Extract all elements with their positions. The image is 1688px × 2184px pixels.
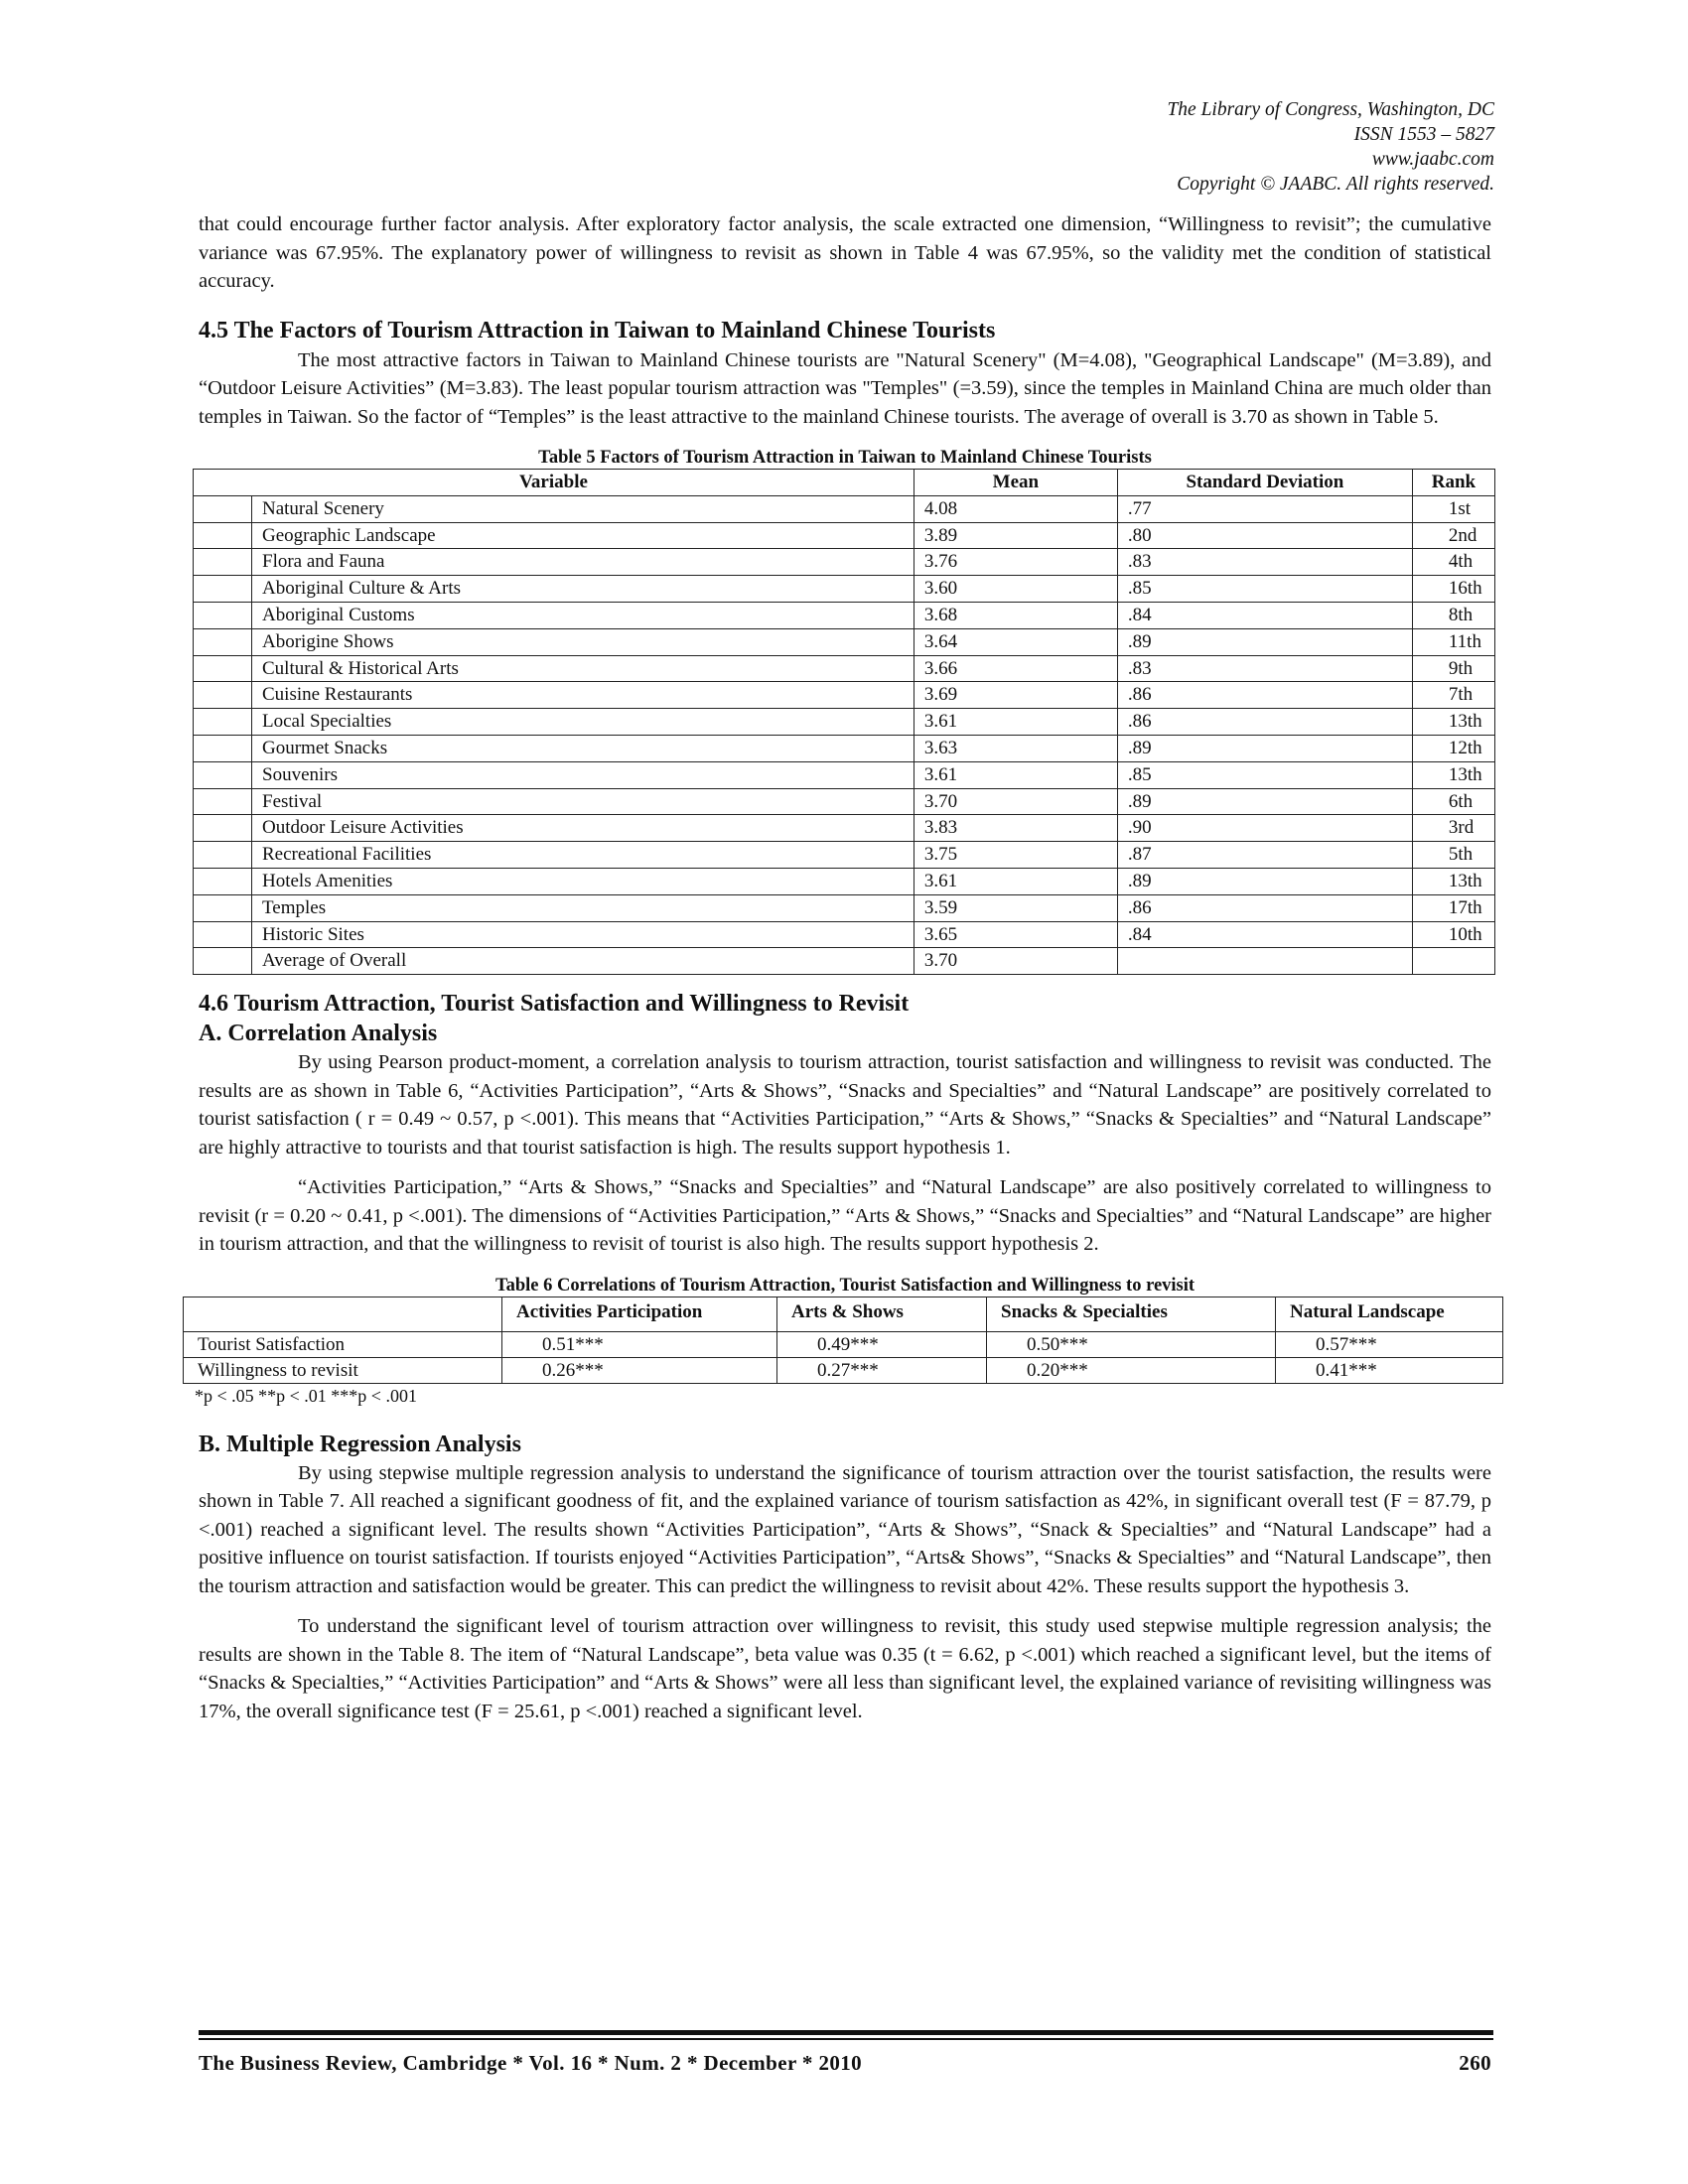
table5-mean-cell: 3.83	[914, 815, 1117, 842]
table6-correlation-cell: 0.51***	[502, 1331, 777, 1357]
table6-correlation-cell: 0.49***	[777, 1331, 987, 1357]
table6	[183, 1297, 1503, 1384]
table5-spacer-cell	[194, 894, 252, 921]
journal-header	[998, 97, 1494, 197]
footer-rule-thin	[199, 2038, 1493, 2040]
table5-variable-cell: Natural Scenery	[252, 495, 914, 522]
table5-rank-cell: 12th	[1412, 735, 1494, 761]
regression-analysis-heading: B. Multiple Regression Analysis	[199, 1431, 521, 1457]
table5-row	[194, 549, 1495, 576]
table5-rank-cell: 1st	[1412, 495, 1494, 522]
table5-mean-cell: 3.75	[914, 842, 1117, 869]
table5-variable-cell: Outdoor Leisure Activities	[252, 815, 914, 842]
table5-spacer-cell	[194, 735, 252, 761]
table5-spacer-cell	[194, 682, 252, 709]
header-line-website: www.jaabc.com	[1371, 149, 1494, 170]
table5-header-mean: Mean	[914, 470, 1117, 496]
table5-rank-cell: 8th	[1412, 602, 1494, 628]
table5-sd-cell: .85	[1117, 576, 1412, 603]
table6-header-activities: Activities Participation	[502, 1297, 777, 1331]
table5-variable-cell: Average of Overall	[252, 948, 914, 975]
table5-mean-cell: 4.08	[914, 495, 1117, 522]
table5-mean-cell: 3.61	[914, 709, 1117, 736]
table5-sd-cell: .85	[1117, 761, 1412, 788]
table5-rank-cell: 13th	[1412, 761, 1494, 788]
table5-sd-cell: .84	[1117, 602, 1412, 628]
table5-sd-cell: .77	[1117, 495, 1412, 522]
table5-row	[194, 655, 1495, 682]
table5-mean-cell: 3.76	[914, 549, 1117, 576]
table5-mean-cell: 3.66	[914, 655, 1117, 682]
table5-rank-cell: 13th	[1412, 709, 1494, 736]
section-4-5-paragraph: The most attractive factors in Taiwan to Mainland Chinese tourists are "Natural Scenery" (M=4.08), "Geographical Landscape" (M=3.89), and “Outdoor Leisure Activities” (M=3.83). The least popular tourism attraction was "Temples" (=3.59), since the temples in Mainland China are much older than temples in Taiwan. So the factor of “Temples” is the least attractive to the mainland Chinese tourists. The average of overall is 3.70 as shown in Table 5.	[199, 348, 1491, 428]
table6-row	[184, 1331, 1503, 1357]
table5-variable-cell: Recreational Facilities	[252, 842, 914, 869]
table5-sd-cell: .84	[1117, 921, 1412, 948]
table5-spacer-cell	[194, 788, 252, 815]
table5-sd-cell: .80	[1117, 522, 1412, 549]
table5-row	[194, 842, 1495, 869]
table5-variable-cell: Hotels Amenities	[252, 868, 914, 894]
table5-sd-cell: .86	[1117, 682, 1412, 709]
regression-paragraph-2: To understand the significant level of tourism attraction over willingness to revisit, this study used stepwise multiple regression analysis; the results are shown in the Table 8. The item of “Natural Landscape”, beta value was 0.35 (t = 6.62, p <.001) which reached a significant level, but the items of “Snacks & Specialties,” “Activities Participation” and “Arts & Shows” were all less than significant level, the explained variance of revisiting willingness was 17%, the overall significance test (F = 25.61, p <.001) reached a significant level.	[199, 1615, 1491, 1722]
table5-spacer-cell	[194, 655, 252, 682]
table5-rank-cell: 9th	[1412, 655, 1494, 682]
table6-caption: Table 6 Correlations of Tourism Attraction, Tourist Satisfaction and Willingness to revisit	[494, 1275, 1196, 1296]
table5-rank-cell: 3rd	[1412, 815, 1494, 842]
table6-correlation-cell: 0.50***	[987, 1331, 1276, 1357]
page-number: 260	[1459, 2051, 1491, 2075]
table6-correlation-cell: 0.57***	[1276, 1331, 1503, 1357]
table5-rank-cell: 4th	[1412, 549, 1494, 576]
table5-mean-cell: 3.69	[914, 682, 1117, 709]
table5-row	[194, 788, 1495, 815]
table5-row	[194, 682, 1495, 709]
section-4-6-heading: 4.6 Tourism Attraction, Tourist Satisfaction and Willingness to Revisit	[199, 991, 910, 1018]
table5-variable-cell: Flora and Fauna	[252, 549, 914, 576]
table5-sd-cell: .86	[1117, 894, 1412, 921]
table5-row	[194, 868, 1495, 894]
correlation-analysis-heading: A. Correlation Analysis	[199, 1021, 438, 1047]
table5-mean-cell: 3.89	[914, 522, 1117, 549]
table5-variable-cell: Aborigine Shows	[252, 628, 914, 655]
table5-mean-cell: 3.63	[914, 735, 1117, 761]
table5-rank-cell: 16th	[1412, 576, 1494, 603]
table5-rank-cell: 10th	[1412, 921, 1494, 948]
table5-spacer-cell	[194, 709, 252, 736]
table5-rank-cell: 7th	[1412, 682, 1494, 709]
table5-spacer-cell	[194, 815, 252, 842]
table5-variable-cell: Souvenirs	[252, 761, 914, 788]
section-4-5-heading: 4.5 The Factors of Tourism Attraction in Taiwan to Mainland Chinese Tourists	[199, 317, 996, 343]
table5-variable-cell: Aboriginal Customs	[252, 602, 914, 628]
table5-variable-cell: Cuisine Restaurants	[252, 682, 914, 709]
table5-rank-cell: 11th	[1412, 628, 1494, 655]
table5-spacer-cell	[194, 761, 252, 788]
table5-row	[194, 948, 1495, 975]
table5-row	[194, 815, 1495, 842]
table5-rank-cell: 2nd	[1412, 522, 1494, 549]
table5-sd-cell: .87	[1117, 842, 1412, 869]
table5-sd-cell: .89	[1117, 735, 1412, 761]
table5-spacer-cell	[194, 868, 252, 894]
table5-variable-cell: Festival	[252, 788, 914, 815]
table5-sd-cell	[1117, 948, 1412, 975]
table5-sd-cell: .89	[1117, 788, 1412, 815]
table5-row	[194, 894, 1495, 921]
correlation-paragraph-2: “Activities Participation,” “Arts & Shows,” “Snacks and Specialties” and “Natural Landscape” are also positively correlated to willingness to revisit (r = 0.20 ~ 0.41, p <.001). The dimensions of “Activities Participation,” “Arts & Shows,” “Snacks and Specialties” and “Natural Landscape” are higher in tourism attraction, and that the willingness to revisit of tourist is also high. The results support hypothesis 2.	[199, 1176, 1491, 1256]
table5-variable-cell: Geographic Landscape	[252, 522, 914, 549]
table5-row	[194, 709, 1495, 736]
regression-paragraph-1: By using stepwise multiple regression analysis to understand the significance of tourism attraction over the tourist satisfaction, the results were shown in Table 7. All reached a significant goodness of fit, and the explained variance of tourism satisfaction as 42%, in significant overall test (F = 87.79, p <.001) reached a significant level. The results shown “Activities Participation”, “Arts & Shows”, “Snack & Specialties” and “Natural Landscape” had a positive influence on tourist satisfaction. If tourists enjoyed “Activities Participation”, “Arts& Shows”, “Snacks & Specialties” and “Natural Landscape”, then the tourism attraction and satisfaction would be greater. This can predict the willingness to revisit about 42%. These results support the hypothesis 3.	[199, 1461, 1491, 1597]
table6-header-blank	[184, 1297, 502, 1331]
table6-correlation-cell: 0.27***	[777, 1357, 987, 1383]
table5-variable-cell: Gourmet Snacks	[252, 735, 914, 761]
table5-variable-cell: Local Specialties	[252, 709, 914, 736]
table5-header-variable: Variable	[194, 470, 914, 496]
header-line-issn: ISSN 1553 – 5827	[1353, 124, 1494, 145]
table6-correlation-cell: 0.41***	[1276, 1357, 1503, 1383]
header-line-library: The Library of Congress, Washington, DC	[1167, 99, 1494, 120]
table6-correlation-cell: 0.26***	[502, 1357, 777, 1383]
table5-row	[194, 921, 1495, 948]
table5-variable-cell: Temples	[252, 894, 914, 921]
table5-header-row	[194, 470, 1495, 496]
table5-mean-cell: 3.70	[914, 948, 1117, 975]
table5-mean-cell: 3.61	[914, 761, 1117, 788]
table5-variable-cell: Aboriginal Culture & Arts	[252, 576, 914, 603]
table5-row	[194, 495, 1495, 522]
table5-header-sd: Standard Deviation	[1117, 470, 1412, 496]
table6-row	[184, 1357, 1503, 1383]
table6-row-label: Tourist Satisfaction	[184, 1331, 502, 1357]
table5-row	[194, 522, 1495, 549]
table5-rank-cell: 6th	[1412, 788, 1494, 815]
table5-row	[194, 576, 1495, 603]
table5-mean-cell: 3.60	[914, 576, 1117, 603]
table5-variable-cell: Cultural & Historical Arts	[252, 655, 914, 682]
table5-sd-cell: .89	[1117, 868, 1412, 894]
table5-rank-cell: 17th	[1412, 894, 1494, 921]
table6-row-label: Willingness to revisit	[184, 1357, 502, 1383]
table5-row	[194, 761, 1495, 788]
table5-row	[194, 628, 1495, 655]
table5-sd-cell: .83	[1117, 549, 1412, 576]
table5-mean-cell: 3.68	[914, 602, 1117, 628]
table5-mean-cell: 3.65	[914, 921, 1117, 948]
table5-spacer-cell	[194, 602, 252, 628]
table5-row	[194, 735, 1495, 761]
table5	[193, 469, 1495, 975]
table5-spacer-cell	[194, 522, 252, 549]
table6-header-row	[184, 1297, 1503, 1331]
table5-variable-cell: Historic Sites	[252, 921, 914, 948]
table5-sd-cell: .89	[1117, 628, 1412, 655]
table5-header-rank: Rank	[1412, 470, 1494, 496]
journal-footer	[199, 2051, 1491, 2076]
table5-mean-cell: 3.70	[914, 788, 1117, 815]
table5-rank-cell: 5th	[1412, 842, 1494, 869]
table5-row	[194, 602, 1495, 628]
table5-mean-cell: 3.61	[914, 868, 1117, 894]
table5-spacer-cell	[194, 495, 252, 522]
table5-mean-cell: 3.64	[914, 628, 1117, 655]
table6-header-snacks: Snacks & Specialties	[987, 1297, 1276, 1331]
footer-journal-info: The Business Review, Cambridge * Vol. 16 * Num. 2 * December * 2010	[199, 2051, 863, 2075]
table5-rank-cell: 13th	[1412, 868, 1494, 894]
table5-spacer-cell	[194, 628, 252, 655]
table5-spacer-cell	[194, 921, 252, 948]
correlation-paragraph-1: By using Pearson product-moment, a correlation analysis to tourism attraction, tourist satisfaction and willingness to revisit was conducted. The results are as shown in Table 6, “Activities Participation”, “Arts & Shows”, “Snacks and Specialties” and “Natural Landscape” are positively correlated to tourist satisfaction ( r = 0.49 ~ 0.57, p <.001). This means that “Activities Participation,” “Arts & Shows,” “Snacks & Specialties” and “Natural Landscape” are highly attractive to tourists and that tourist satisfaction is high. The results support hypothesis 1.	[199, 1051, 1491, 1159]
page-content	[195, 210, 1491, 1725]
table5-mean-cell: 3.59	[914, 894, 1117, 921]
footer-rule-thick	[199, 2030, 1493, 2035]
table5-sd-cell: .90	[1117, 815, 1412, 842]
table5-spacer-cell	[194, 549, 252, 576]
table5-spacer-cell	[194, 576, 252, 603]
table6-footnote: *p < .05 **p < .01 ***p < .001	[195, 1385, 417, 1406]
table5-spacer-cell	[194, 842, 252, 869]
table5-sd-cell: .83	[1117, 655, 1412, 682]
table6-header-landscape: Natural Landscape	[1276, 1297, 1503, 1331]
table5-sd-cell: .86	[1117, 709, 1412, 736]
table6-correlation-cell: 0.20***	[987, 1357, 1276, 1383]
table6-header-arts: Arts & Shows	[777, 1297, 987, 1331]
intro-paragraph: that could encourage further factor analysis. After exploratory factor analysis, the scale extracted one dimension, “Willingness to revisit”; the cumulative variance was 67.95%. The explanatory power of willingness to revisit as shown in Table 4 was 67.95%, so the validity met the condition of statistical accuracy.	[199, 213, 1491, 292]
table5-caption: Table 5 Factors of Tourism Attraction in Taiwan to Mainland Chinese Tourists	[538, 448, 1152, 468]
table5-spacer-cell	[194, 948, 252, 975]
header-line-copyright: Copyright © JAABC. All rights reserved.	[1177, 174, 1494, 195]
table5-rank-cell	[1412, 948, 1494, 975]
